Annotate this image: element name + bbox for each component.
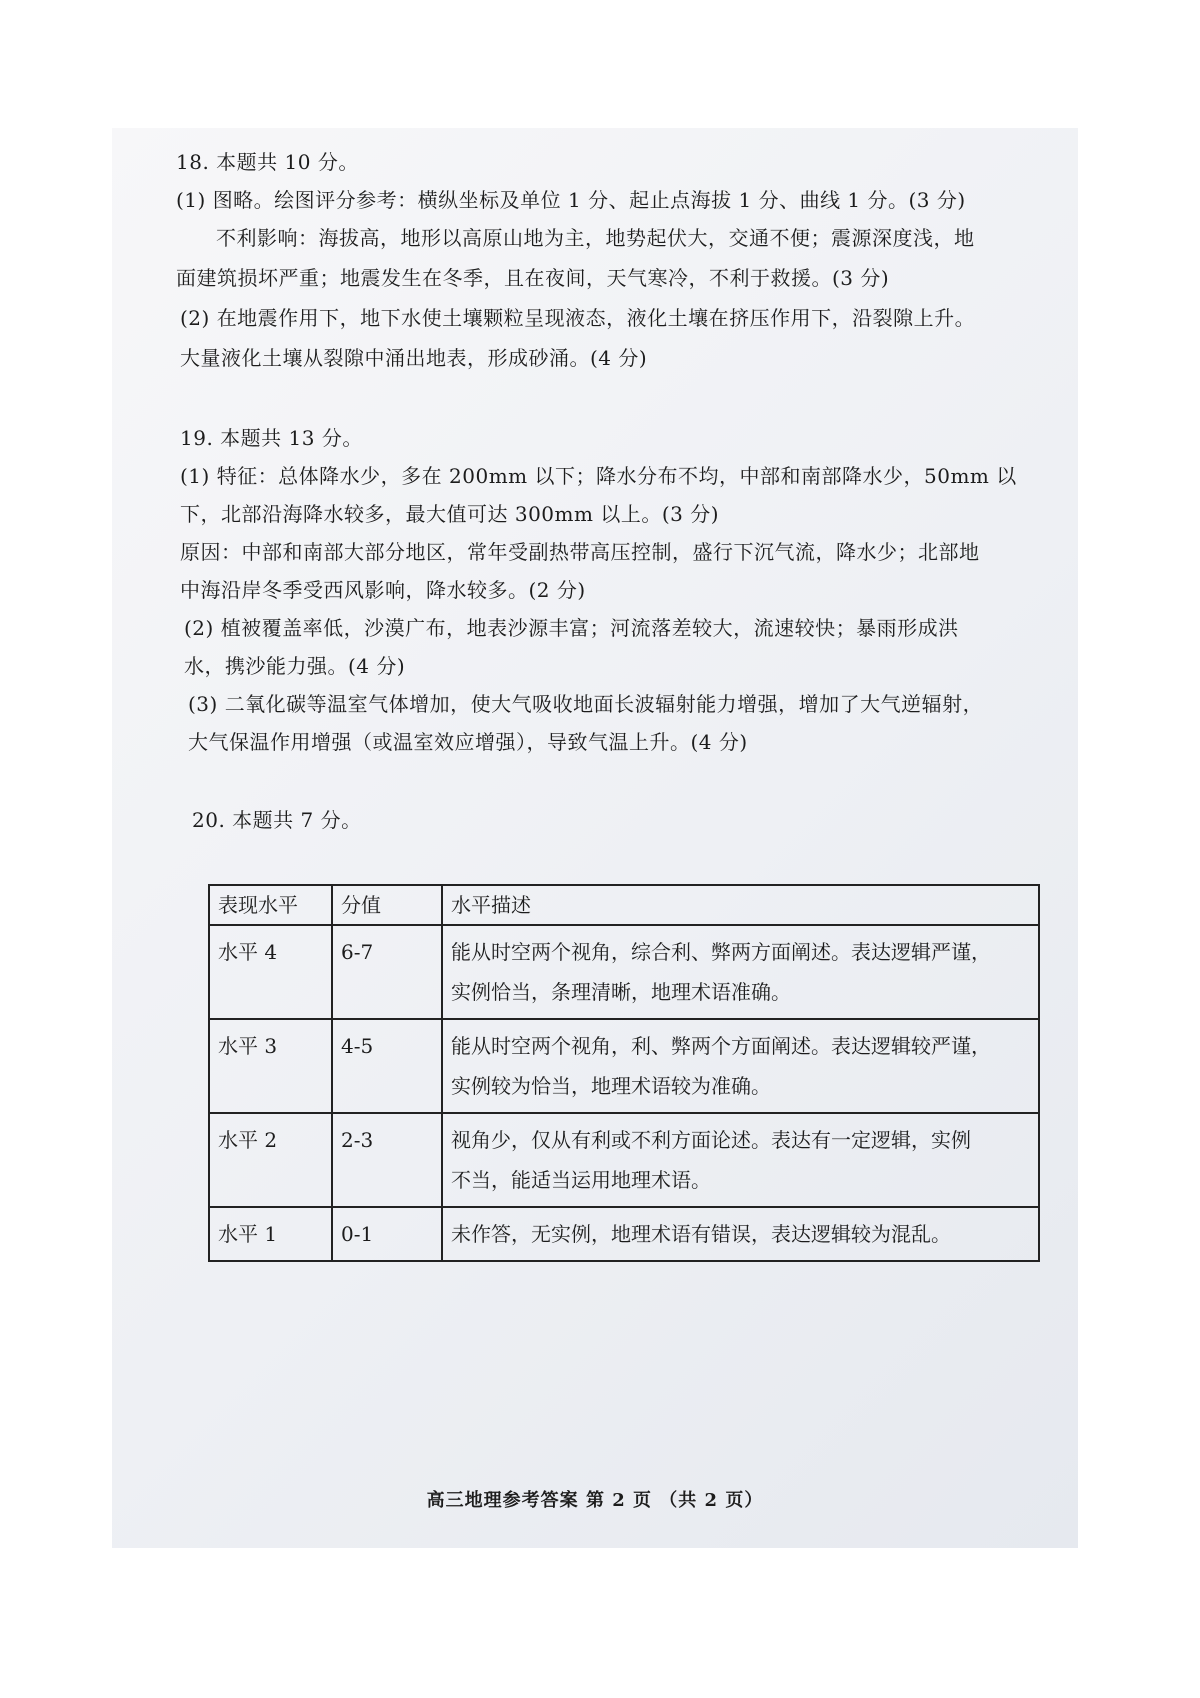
row-score: 4-5 [332,1019,442,1113]
q19-line-3: 原因：中部和南部大部分地区，常年受副热带高压控制，盛行下沉气流，降水少；北部地 [180,540,980,564]
row-description [442,1207,1039,1261]
row-level: 水平 2 [209,1113,332,1207]
page-footer: 高三地理参考答案 第 2 页 （共 2 页） [426,1490,764,1511]
answer-content [112,128,1078,1548]
row-level: 水平 1 [209,1207,332,1261]
row-description-line: 能从时空两个视角，利、弊两个方面阐述。表达逻辑较严谨， [451,1034,991,1058]
q18-line-1: (1) 图略。绘图评分参考：横纵坐标及单位 1 分、起止点海拔 1 分、曲线 1 分。(3 分) [176,188,966,212]
grading-header-row [209,885,1039,925]
row-level: 水平 3 [209,1019,332,1113]
grading-row [209,1019,1039,1113]
q19-line-7: (3) 二氧化碳等温室气体增加，使大气吸收地面长波辐射能力增强，增加了大气逆辐射， [188,692,984,716]
row-score: 0-1 [332,1207,442,1261]
header-description: 水平描述 [442,885,1039,925]
row-score: 6-7 [332,925,442,1019]
row-score: 2-3 [332,1113,442,1207]
grading-row [209,1207,1039,1261]
scanned-sheet [112,128,1078,1548]
row-description [442,1019,1039,1113]
q18-heading: 18. 本题共 10 分。 [176,150,359,174]
row-description-line: 能从时空两个视角，综合利、弊两方面阐述。表达逻辑严谨， [451,940,991,964]
row-description-line: 实例恰当，条理清晰，地理术语准确。 [451,980,791,1004]
grading-row [209,925,1039,1019]
row-description [442,1113,1039,1207]
row-level: 水平 4 [209,925,332,1019]
q19-line-1: (1) 特征：总体降水少，多在 200mm 以下；降水分布不均，中部和南部降水少，50mm 以 [180,464,1017,488]
q18-line-5: 大量液化土壤从裂隙中涌出地表，形成砂涌。(4 分) [180,346,648,370]
q19-heading: 19. 本题共 13 分。 [180,426,363,450]
row-description-line: 未作答，无实例，地理术语有错误，表达逻辑较为混乱。 [451,1222,951,1246]
q19-line-5: (2) 植被覆盖率低，沙漠广布，地表沙源丰富；河流落差较大，流速较快；暴雨形成洪 [184,616,959,640]
row-description-line: 视角少，仅从有利或不利方面论述。表达有一定逻辑，实例 [451,1128,971,1152]
q18-line-2: 不利影响：海拔高，地形以高原山地为主，地势起伏大，交通不便；震源深度浅，地 [216,226,975,250]
grading-row [209,1113,1039,1207]
q19-line-6: 水，携沙能力强。(4 分) [184,654,406,678]
row-description-line: 实例较为恰当，地理术语较为准确。 [451,1074,771,1098]
header-score: 分值 [332,885,442,925]
q18-line-4: (2) 在地震作用下，地下水使土壤颗粒呈现液态，液化土壤在挤压作用下，沿裂隙上升。 [180,306,976,330]
q19-line-8: 大气保温作用增强（或温室效应增强），导致气温上升。(4 分) [188,730,748,754]
q19-line-4: 中海沿岸冬季受西风影响，降水较多。(2 分) [180,578,586,602]
header-level: 表现水平 [209,885,332,925]
q19-line-2: 下，北部沿海降水较多，最大值可达 300mm 以上。(3 分) [180,502,720,526]
q18-line-3: 面建筑损坏严重；地震发生在冬季，且在夜间，天气寒冷，不利于救援。(3 分) [176,266,890,290]
row-description-line: 不当，能适当运用地理术语。 [451,1168,711,1192]
q20-heading: 20. 本题共 7 分。 [192,808,362,832]
grading-table [208,884,1040,1262]
row-description [442,925,1039,1019]
